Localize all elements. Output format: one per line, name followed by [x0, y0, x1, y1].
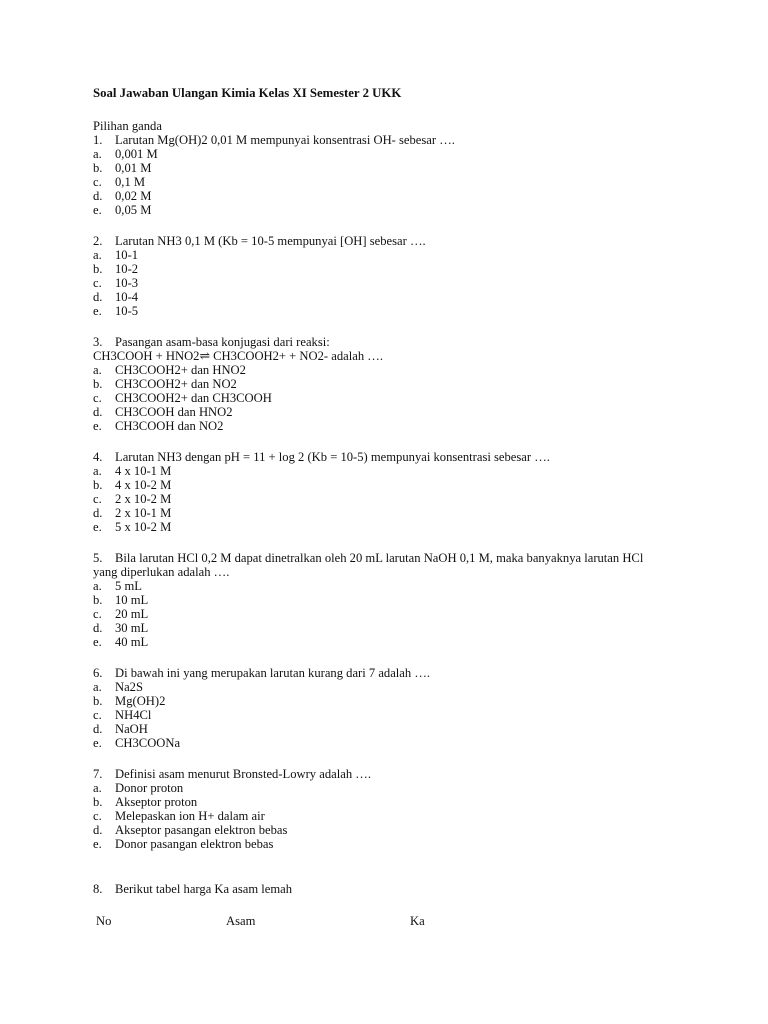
option-text: 4 x 10-2 M	[115, 478, 172, 492]
option-1a	[93, 147, 158, 161]
question-text: Berikut tabel harga Ka asam lemah	[115, 882, 293, 896]
question-text: Bila larutan HCl 0,2 M dapat dinetralkan oleh 20 mL larutan NaOH 0,1 M, maka banyaknya larutan HCl	[115, 551, 644, 565]
option-text: NaOH	[115, 722, 148, 736]
option-4a	[93, 464, 171, 478]
option-label: d.	[93, 290, 103, 304]
question-number: 1.	[93, 133, 103, 147]
option-text: Donor proton	[115, 781, 184, 795]
question-text: Larutan Mg(OH)2 0,01 M mempunyai konsentrasi OH- sebesar ….	[115, 133, 455, 147]
option-label: c.	[93, 391, 102, 405]
table-header-ka: Ka	[410, 914, 425, 928]
question-5-continued: yang diperlukan adalah ….	[93, 565, 230, 579]
option-label: b.	[93, 262, 103, 276]
question-7	[93, 767, 371, 781]
option-label: c.	[93, 276, 102, 290]
option-label: a.	[93, 579, 102, 593]
question-number: 6.	[93, 666, 103, 680]
option-5a	[93, 579, 142, 593]
option-1d	[93, 189, 151, 203]
option-text: Na2S	[115, 680, 143, 694]
option-text: CH3COOH dan HNO2	[115, 405, 233, 419]
option-5e	[93, 635, 148, 649]
option-2d	[93, 290, 138, 304]
option-text: 10 mL	[115, 593, 149, 607]
option-label: a.	[93, 363, 102, 377]
option-6e	[93, 736, 180, 750]
table-header-no: No	[96, 914, 112, 928]
option-text: 10-1	[115, 248, 139, 262]
option-label: a.	[93, 147, 102, 161]
option-5c	[93, 607, 148, 621]
option-6d	[93, 722, 148, 736]
option-text: 5 x 10-2 M	[115, 520, 172, 534]
option-label: c.	[93, 809, 102, 823]
option-text: 10-3	[115, 276, 139, 290]
question-number: 8.	[93, 882, 103, 896]
question-number: 5.	[93, 551, 103, 565]
option-4c	[93, 492, 171, 506]
question-text: Definisi asam menurut Bronsted-Lowry adalah ….	[115, 767, 372, 781]
option-1c	[93, 175, 145, 189]
option-2a	[93, 248, 138, 262]
option-7a	[93, 781, 183, 795]
option-6a	[93, 680, 143, 694]
option-text: Akseptor pasangan elektron bebas	[115, 823, 288, 837]
question-8	[93, 882, 292, 896]
option-text: CH3COOH2+ dan HNO2	[115, 363, 246, 377]
option-text: 0,02 M	[115, 189, 152, 203]
option-label: c.	[93, 607, 102, 621]
option-label: d.	[93, 189, 103, 203]
option-4e	[93, 520, 171, 534]
question-1	[93, 133, 455, 147]
option-text: 5 mL	[115, 579, 142, 593]
option-text: 0,001 M	[115, 147, 158, 161]
option-text: 30 mL	[115, 621, 149, 635]
option-3e	[93, 419, 223, 433]
option-text: 0,05 M	[115, 203, 152, 217]
option-label: b.	[93, 377, 103, 391]
question-3	[93, 335, 330, 349]
option-1b	[93, 161, 151, 175]
option-text: 4 x 10-1 M	[115, 464, 172, 478]
option-text: 10-2	[115, 262, 139, 276]
option-label: a.	[93, 781, 102, 795]
option-7b	[93, 795, 197, 809]
option-label: c.	[93, 492, 102, 506]
option-text: Akseptor proton	[115, 795, 198, 809]
question-text: Pasangan asam-basa konjugasi dari reaksi:	[115, 335, 330, 349]
option-label: d.	[93, 405, 103, 419]
question-4	[93, 450, 550, 464]
option-label: e.	[93, 736, 102, 750]
option-label: b.	[93, 478, 103, 492]
question-text: Di bawah ini yang merupakan larutan kurang dari 7 adalah ….	[115, 666, 431, 680]
option-label: c.	[93, 708, 102, 722]
option-label: e.	[93, 304, 102, 318]
option-label: d.	[93, 823, 103, 837]
option-label: c.	[93, 175, 102, 189]
option-7e	[93, 837, 273, 851]
question-2	[93, 234, 426, 248]
option-text: 2 x 10-1 M	[115, 506, 172, 520]
question-text: Larutan NH3 dengan pH = 11 + log 2 (Kb = 10-5) mempunyai konsentrasi sebesar ….	[115, 450, 550, 464]
option-text: Donor pasangan elektron bebas	[115, 837, 274, 851]
option-label: a.	[93, 248, 102, 262]
question-5	[93, 551, 643, 565]
option-6b	[93, 694, 165, 708]
option-label: b.	[93, 795, 103, 809]
option-label: e.	[93, 635, 102, 649]
option-label: e.	[93, 837, 102, 851]
option-label: b.	[93, 161, 103, 175]
option-5b	[93, 593, 148, 607]
option-text: 2 x 10-2 M	[115, 492, 172, 506]
question-6	[93, 666, 430, 680]
option-label: e.	[93, 203, 102, 217]
option-text: CH3COOH2+ dan CH3COOH	[115, 391, 272, 405]
option-text: 40 mL	[115, 635, 149, 649]
option-3d	[93, 405, 233, 419]
option-label: a.	[93, 464, 102, 478]
option-text: CH3COONa	[115, 736, 181, 750]
option-2c	[93, 276, 138, 290]
option-2e	[93, 304, 138, 318]
option-6c	[93, 708, 151, 722]
option-text: Mg(OH)2	[115, 694, 166, 708]
question-number: 2.	[93, 234, 103, 248]
option-text: Melepaskan ion H+ dalam air	[115, 809, 265, 823]
option-text: 0,1 M	[115, 175, 146, 189]
option-2b	[93, 262, 138, 276]
option-3c	[93, 391, 272, 405]
option-label: d.	[93, 722, 103, 736]
question-number: 3.	[93, 335, 103, 349]
option-text: CH3COOH2+ dan NO2	[115, 377, 237, 391]
option-7d	[93, 823, 287, 837]
option-label: d.	[93, 621, 103, 635]
question-text: Larutan NH3 0,1 M (Kb = 10-5 mempunyai [OH] sebesar ….	[115, 234, 426, 248]
option-3b	[93, 377, 237, 391]
option-5d	[93, 621, 148, 635]
option-text: 20 mL	[115, 607, 149, 621]
option-label: a.	[93, 680, 102, 694]
option-label: d.	[93, 506, 103, 520]
option-label: e.	[93, 419, 102, 433]
option-text: 10-4	[115, 290, 139, 304]
option-text: CH3COOH dan NO2	[115, 419, 224, 433]
question-number: 4.	[93, 450, 103, 464]
question-3-reaction: CH3COOH + HNO2⇌ CH3COOH2+ + NO2- adalah ….	[93, 349, 384, 363]
table-header-asam: Asam	[226, 914, 256, 928]
option-4d	[93, 506, 171, 520]
option-text: 10-5	[115, 304, 139, 318]
option-7c	[93, 809, 265, 823]
option-label: b.	[93, 694, 103, 708]
option-3a	[93, 363, 246, 377]
option-text: NH4Cl	[115, 708, 152, 722]
option-text: 0,01 M	[115, 161, 152, 175]
document-title: Soal Jawaban Ulangan Kimia Kelas XI Semester 2 UKK	[93, 86, 402, 100]
option-label: e.	[93, 520, 102, 534]
option-label: b.	[93, 593, 103, 607]
option-1e	[93, 203, 151, 217]
option-4b	[93, 478, 171, 492]
question-number: 7.	[93, 767, 103, 781]
section-heading: Pilihan ganda	[93, 119, 162, 133]
